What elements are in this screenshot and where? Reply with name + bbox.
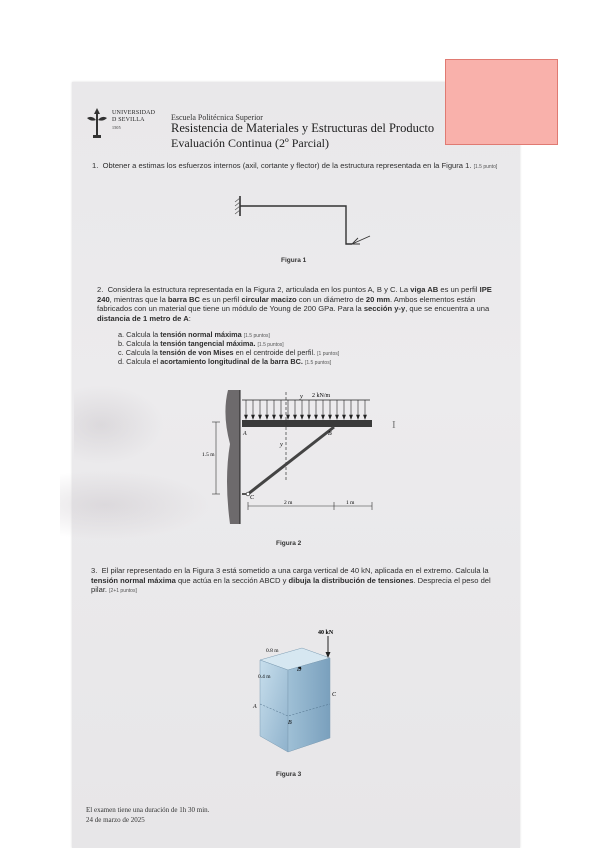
load-arrow-head [252,415,255,419]
hand-shadow [60,470,210,540]
fig2-load-label: 2 kN/m [312,393,331,399]
load-arrow-head [287,415,290,419]
fig2-label-b: B [328,431,332,437]
fig2-section-symbol: I [392,419,396,431]
load-arrow-head [329,415,332,419]
redaction-box [445,59,558,145]
fig2-label-a: A [243,431,247,437]
fig2-dim-2m: 2 m [284,500,293,506]
load-arrow-head [357,415,360,419]
load-arrow-head [350,415,353,419]
giralda-icon [84,106,110,140]
school-name: Escuela Politécnica Superior [171,113,263,122]
load-arrow-head [315,415,318,419]
load-arrow-head [308,415,311,419]
course-title: Resistencia de Materiales y Estructuras del Producto [171,121,435,135]
university-name: UNIVERSIDAD D SEVILLA 1505 [112,110,156,130]
load-arrow-head [322,415,325,419]
fig3-depth-label: 0.4 m [258,674,271,680]
bar-bc [248,427,334,494]
load-arrow-head [294,415,297,419]
load-arrow-head [245,415,248,419]
load-arrow-head [273,415,276,419]
wall-hatch [225,390,240,524]
exam-title: Evaluación Continua (2º Parcial) [171,136,330,150]
fig2-label-y-bottom: y [280,441,283,448]
question-2a: a. Calcula la tensión normal máxima [1.5 puntos] [118,330,270,339]
load-arrow-head [266,415,269,419]
load-arrow-head [336,415,339,419]
figure-1-diagram [228,192,388,254]
fig2-dim-1m: 1 m [346,500,355,506]
question-2d: d. Calcula el acortamiento longitudinal de la barra BC. [1.5 puntos] [118,357,332,366]
fig3-width-label: 0.8 m [266,648,279,654]
hand-shadow [74,385,164,465]
load-arrow-head [301,415,304,419]
university-logo [84,106,170,146]
load-arrow-head [343,415,346,419]
fig3-label-d: D [297,667,302,673]
load-arrow-head [364,415,367,419]
figure-2-diagram [200,384,410,534]
fig3-label-a: A [253,704,257,710]
question-3: 3. El pilar representado en la Figura 3 está sometido a una carga vertical de 40 kN, aplicada en el extremo. Calcula la tensión normal máxima que actúa en la sección ABCD y dibuja la distribución de tensiones. Desprecia el peso del pilar. [2+1 puntos] [91,566,491,595]
figure-3-caption: Figura 3 [276,771,302,778]
fig3-label-c: C [332,692,337,698]
question-2: 2. Considera la estructura representada en la Figura 2, articulada en los puntos A, B y C. La viga AB es un perfil IPE 240, mientras que la barra BC es un perfil circular macizo con un diámetro de 20 mm. Ambos elementos están fabricados con un material que tiene un módulo de Young de 200 GPa. Para la sección y-y, que se encuentra a una distancia de 1 metro de A: [97,285,492,323]
figure-3-diagram [240,624,360,764]
exam-duration: El examen tiene una duración de 1h 30 min. [86,806,210,814]
fig3-load-label: 40 kN [318,630,334,636]
beam-ab [242,420,372,427]
figure-1-caption: Figura 1 [281,257,307,264]
fig2-height-label: 1.5 m [202,452,215,458]
question-2b: b. Calcula la tensión tangencial máxima. [1.5 puntos] [118,339,284,348]
fig2-label-c: C [250,495,255,501]
load-arrow-head [259,415,262,419]
load-arrow-head [280,415,283,419]
fig2-label-y-top: y [300,393,303,400]
exam-date: 24 de marzo de 2025 [86,816,145,824]
fig3-label-b: B [288,720,292,726]
question-1: 1. Obtener a estimas los esfuerzos internos (axil, cortante y flector) de la estructura representada en la Figura 1. [1.5 punto] [92,161,498,170]
figure-2-caption: Figura 2 [276,540,302,547]
distributed-load-arrows [245,400,367,419]
question-2c: c. Calcula la tensión de von Mises en el centroide del perfil. [1 puntos] [118,348,340,357]
pillar-side-face [288,658,330,752]
